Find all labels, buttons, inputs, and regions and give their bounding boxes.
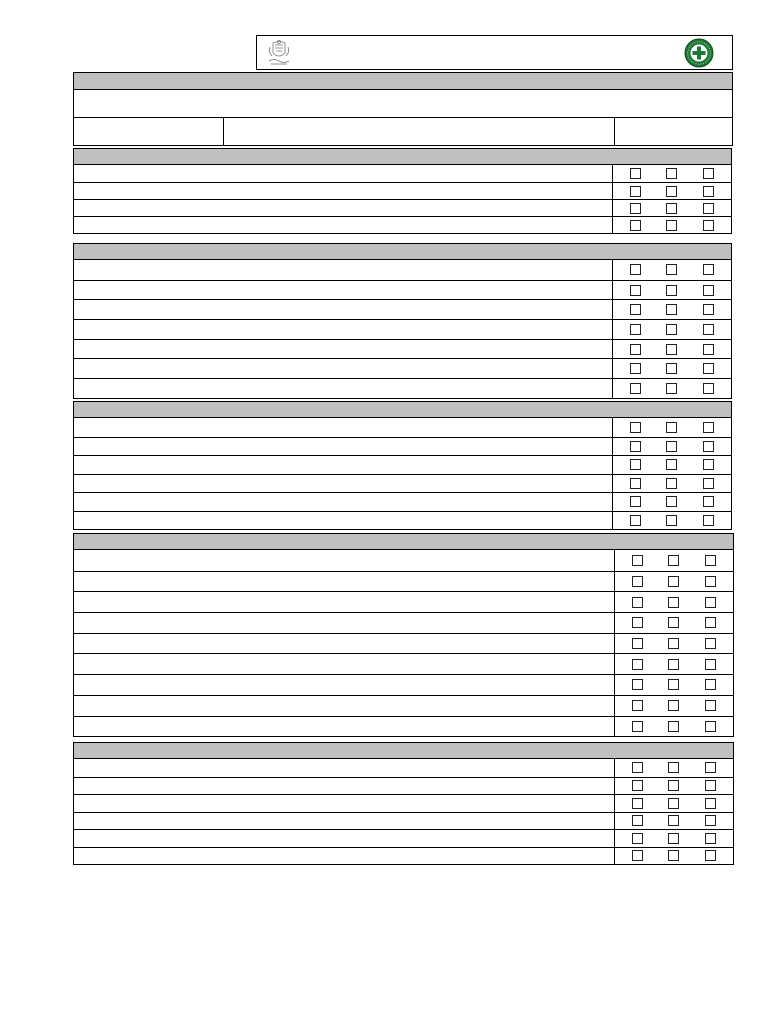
checkbox-col-1[interactable] <box>630 478 641 489</box>
checkbox-group <box>613 438 731 456</box>
checkbox-col-1[interactable] <box>632 833 643 844</box>
checklist-item-text <box>74 320 613 339</box>
header-logo-box <box>256 35 733 70</box>
checklist-section-1 <box>73 148 732 234</box>
checkbox-col-2[interactable] <box>666 168 677 179</box>
checkbox-col-3[interactable] <box>703 515 714 526</box>
checkbox-col-1[interactable] <box>630 459 641 470</box>
checkbox-col-2[interactable] <box>668 659 679 670</box>
checklist-item-text <box>74 300 613 319</box>
checkbox-col-2[interactable] <box>666 459 677 470</box>
checkbox-col-3[interactable] <box>703 203 714 214</box>
checklist-row <box>74 339 731 359</box>
checkbox-col-1[interactable] <box>630 304 641 315</box>
info-row-three-cells <box>73 118 733 146</box>
checkbox-col-2[interactable] <box>666 496 677 507</box>
checkbox-group <box>613 200 731 216</box>
checkbox-col-1[interactable] <box>632 576 643 587</box>
checklist-row <box>74 358 731 378</box>
checkbox-col-1[interactable] <box>632 617 643 628</box>
checkbox-col-2[interactable] <box>668 815 679 826</box>
checkbox-col-3[interactable] <box>705 833 716 844</box>
checkbox-col-3[interactable] <box>703 264 714 275</box>
checkbox-col-2[interactable] <box>668 798 679 809</box>
checkbox-col-3[interactable] <box>703 459 714 470</box>
checkbox-col-3[interactable] <box>703 478 714 489</box>
checkbox-group <box>613 475 731 493</box>
checklist-row <box>74 511 731 530</box>
checklist-item-text <box>74 654 615 674</box>
checkbox-col-3[interactable] <box>703 441 714 452</box>
checklist-row <box>74 847 733 865</box>
checklist-item-text <box>74 592 615 612</box>
checkbox-group <box>615 717 733 737</box>
checkbox-group <box>613 379 731 398</box>
checkbox-group <box>615 830 733 847</box>
checkbox-group <box>613 183 731 199</box>
checkbox-col-1[interactable] <box>630 496 641 507</box>
checkbox-col-1[interactable] <box>632 721 643 732</box>
checkbox-group <box>615 592 733 612</box>
checklist-row <box>74 437 731 456</box>
checkbox-col-2[interactable] <box>666 285 677 296</box>
checklist-row <box>74 474 731 493</box>
checkbox-group <box>613 281 731 300</box>
checklist-item-text <box>74 830 615 847</box>
checklist-section-4 <box>73 533 734 737</box>
checkbox-col-2[interactable] <box>668 576 679 587</box>
checkbox-group <box>615 813 733 830</box>
checkbox-col-3[interactable] <box>705 700 716 711</box>
checklist-row <box>74 455 731 474</box>
section-header <box>74 244 731 260</box>
checklist-item-text <box>74 759 615 777</box>
checklist-item-text <box>74 260 613 280</box>
checklist-item-text <box>74 438 613 456</box>
checkbox-col-2[interactable] <box>666 304 677 315</box>
checkbox-col-1[interactable] <box>630 186 641 197</box>
checklist-item-text <box>74 613 615 633</box>
checklist-item-text <box>74 634 615 654</box>
checkbox-group <box>613 340 731 359</box>
section-header <box>74 402 731 418</box>
checkbox-col-1[interactable] <box>630 285 641 296</box>
form-title-bar <box>73 72 733 90</box>
checklist-row <box>74 759 733 777</box>
checkbox-group <box>613 359 731 378</box>
checklist-item-text <box>74 696 615 716</box>
checkbox-col-2[interactable] <box>666 344 677 355</box>
checklist-row <box>74 653 733 674</box>
checklist-row <box>74 633 733 654</box>
checkbox-group <box>615 550 733 571</box>
checklist-item-text <box>74 813 615 830</box>
checklist-item-text <box>74 165 613 182</box>
checklist-row <box>74 591 733 612</box>
checkbox-col-2[interactable] <box>666 264 677 275</box>
checkbox-col-3[interactable] <box>705 638 716 649</box>
safety-seal-icon <box>684 38 714 68</box>
checkbox-group <box>615 848 733 865</box>
checkbox-col-1[interactable] <box>632 798 643 809</box>
checklist-section-2 <box>73 243 732 399</box>
checklist-item-text <box>74 675 615 695</box>
checkbox-col-1[interactable] <box>630 344 641 355</box>
checkbox-col-2[interactable] <box>668 762 679 773</box>
checkbox-col-2[interactable] <box>666 220 677 231</box>
checklist-row <box>74 695 733 716</box>
emblem-icon <box>265 39 293 67</box>
checkbox-col-2[interactable] <box>668 555 679 566</box>
checklist-row <box>74 165 731 182</box>
checkbox-col-2[interactable] <box>668 833 679 844</box>
checkbox-group <box>613 260 731 280</box>
checkbox-col-3[interactable] <box>705 555 716 566</box>
checkbox-col-1[interactable] <box>632 762 643 773</box>
checkbox-group <box>615 696 733 716</box>
section-header <box>74 534 733 550</box>
info-cell-left <box>74 118 224 145</box>
checkbox-col-2[interactable] <box>666 363 677 374</box>
checklist-row <box>74 378 731 398</box>
checklist-row <box>74 182 731 199</box>
checklist-row <box>74 280 731 300</box>
checkbox-col-2[interactable] <box>666 324 677 335</box>
checkbox-col-3[interactable] <box>703 422 714 433</box>
checklist-row <box>74 319 731 339</box>
checklist-item-text <box>74 418 613 437</box>
checkbox-col-1[interactable] <box>632 555 643 566</box>
checkbox-col-3[interactable] <box>703 496 714 507</box>
checklist-item-text <box>74 183 613 199</box>
checklist-row <box>74 418 731 437</box>
checklist-row <box>74 794 733 812</box>
checklist-row <box>74 216 731 233</box>
checkbox-col-2[interactable] <box>666 186 677 197</box>
checkbox-group <box>615 634 733 654</box>
checkbox-col-2[interactable] <box>668 679 679 690</box>
checklist-item-text <box>74 359 613 378</box>
checkbox-col-1[interactable] <box>630 383 641 394</box>
checkbox-col-1[interactable] <box>632 815 643 826</box>
checkbox-group <box>613 456 731 474</box>
checklist-item-text <box>74 379 613 398</box>
checklist-item-text <box>74 200 613 216</box>
checkbox-col-3[interactable] <box>703 344 714 355</box>
checkbox-col-1[interactable] <box>630 264 641 275</box>
checklist-item-text <box>74 550 615 571</box>
checkbox-col-3[interactable] <box>703 285 714 296</box>
checkbox-col-3[interactable] <box>703 304 714 315</box>
checkbox-col-3[interactable] <box>703 324 714 335</box>
checkbox-col-1[interactable] <box>630 441 641 452</box>
checkbox-group <box>613 320 731 339</box>
checkbox-col-2[interactable] <box>668 638 679 649</box>
checkbox-col-2[interactable] <box>666 441 677 452</box>
checkbox-col-2[interactable] <box>666 478 677 489</box>
checklist-item-text <box>74 778 615 795</box>
checklist-item-text <box>74 848 615 865</box>
checklist-row <box>74 550 733 571</box>
checklist-section-3 <box>73 401 732 530</box>
checklist-row <box>74 829 733 847</box>
checkbox-col-2[interactable] <box>668 597 679 608</box>
checkbox-group <box>615 613 733 633</box>
checkbox-col-1[interactable] <box>630 203 641 214</box>
checklist-item-text <box>74 281 613 300</box>
checkbox-col-3[interactable] <box>705 679 716 690</box>
checkbox-group <box>613 493 731 511</box>
checklist-row <box>74 299 731 319</box>
checkbox-col-2[interactable] <box>668 617 679 628</box>
checkbox-group <box>613 512 731 530</box>
checklist-row <box>74 812 733 830</box>
checkbox-col-1[interactable] <box>630 515 641 526</box>
checklist-row <box>74 716 733 737</box>
checklist-row <box>74 777 733 795</box>
checklist-row <box>74 571 733 592</box>
checkbox-col-3[interactable] <box>705 798 716 809</box>
info-cell-middle <box>224 118 615 145</box>
checkbox-col-3[interactable] <box>705 762 716 773</box>
checkbox-col-1[interactable] <box>632 638 643 649</box>
checkbox-col-1[interactable] <box>630 220 641 231</box>
checkbox-group <box>615 654 733 674</box>
checkbox-col-3[interactable] <box>703 363 714 374</box>
checkbox-col-2[interactable] <box>668 850 679 861</box>
section-header <box>74 743 733 759</box>
checkbox-col-1[interactable] <box>632 700 643 711</box>
checklist-row <box>74 492 731 511</box>
checkbox-col-3[interactable] <box>705 780 716 791</box>
checkbox-col-3[interactable] <box>705 597 716 608</box>
info-cell-right <box>615 118 732 145</box>
checkbox-group <box>613 165 731 182</box>
checkbox-col-2[interactable] <box>668 700 679 711</box>
checklist-row <box>74 199 731 216</box>
checkbox-group <box>613 300 731 319</box>
checkbox-col-1[interactable] <box>632 679 643 690</box>
checkbox-col-3[interactable] <box>703 383 714 394</box>
checklist-item-text <box>74 475 613 493</box>
checkbox-col-3[interactable] <box>703 186 714 197</box>
checklist-section-5 <box>73 742 734 865</box>
checklist-item-text <box>74 512 613 530</box>
checkbox-col-2[interactable] <box>666 203 677 214</box>
section-header <box>74 149 731 165</box>
checkbox-col-2[interactable] <box>668 721 679 732</box>
checkbox-group <box>613 217 731 233</box>
checklist-row <box>74 674 733 695</box>
checkbox-group <box>615 795 733 812</box>
checkbox-col-3[interactable] <box>705 850 716 861</box>
checkbox-col-1[interactable] <box>632 597 643 608</box>
checkbox-col-2[interactable] <box>666 422 677 433</box>
checkbox-col-1[interactable] <box>632 850 643 861</box>
checkbox-col-1[interactable] <box>630 422 641 433</box>
checkbox-group <box>615 778 733 795</box>
checklist-row <box>74 612 733 633</box>
checkbox-group <box>615 759 733 777</box>
checklist-row <box>74 260 731 280</box>
checklist-item-text <box>74 717 615 737</box>
checklist-item-text <box>74 340 613 359</box>
checkbox-col-2[interactable] <box>668 780 679 791</box>
checkbox-col-1[interactable] <box>630 168 641 179</box>
checklist-item-text <box>74 493 613 511</box>
checklist-item-text <box>74 217 613 233</box>
checkbox-col-3[interactable] <box>705 815 716 826</box>
checkbox-col-3[interactable] <box>703 220 714 231</box>
checkbox-col-1[interactable] <box>632 780 643 791</box>
checkbox-col-3[interactable] <box>705 617 716 628</box>
checklist-item-text <box>74 456 613 474</box>
checklist-item-text <box>74 795 615 812</box>
checkbox-col-2[interactable] <box>666 515 677 526</box>
checkbox-col-3[interactable] <box>705 576 716 587</box>
checklist-item-text <box>74 572 615 592</box>
checkbox-col-3[interactable] <box>705 721 716 732</box>
checkbox-col-1[interactable] <box>632 659 643 670</box>
checkbox-col-2[interactable] <box>666 383 677 394</box>
checkbox-col-1[interactable] <box>630 324 641 335</box>
checkbox-col-3[interactable] <box>705 659 716 670</box>
checkbox-group <box>613 418 731 437</box>
checkbox-group <box>615 572 733 592</box>
checkbox-col-1[interactable] <box>630 363 641 374</box>
checkbox-col-3[interactable] <box>703 168 714 179</box>
info-row-full <box>73 90 733 118</box>
checkbox-group <box>615 675 733 695</box>
